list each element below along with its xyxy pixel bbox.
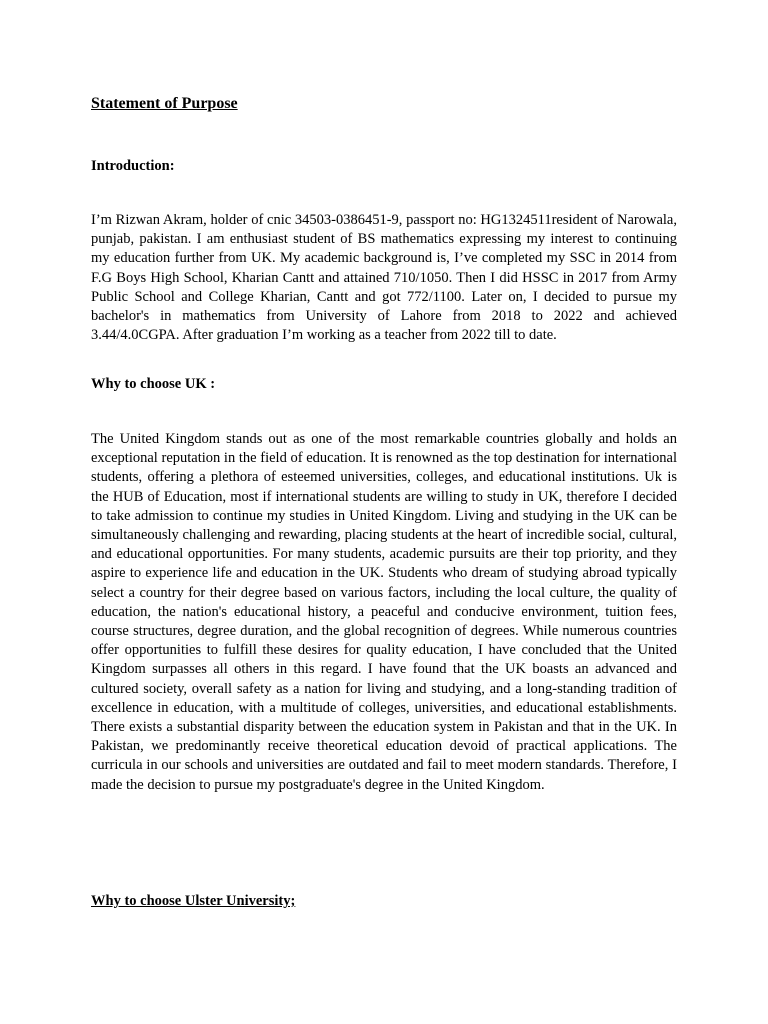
section-heading-why-uk: Why to choose UK : bbox=[91, 376, 216, 392]
section-body-why-uk: The United Kingdom stands out as one of the most remarkable countries globally and holds an exceptional reputation in the field of education. It is renowned as the top destination for international students, offering a plethora of esteemed universities, colleges, and educational institutions. Uk is the HUB of Education, most if international students are willing to study in UK, therefore I decided to take admission to continue my studies in United Kingdom. Living and studying in the UK can be simultaneously challenging and rewarding, placing students at the heart of incredible social, cultural, and educational opportunities. For many students, academic pursuits are their top priority, and they aspire to experience life and education in the UK. Students who dream of studying abroad typically select a country for their degree based on various factors, including the local culture, the quality of education, the nation's educational history, a peaceful and conducive environment, tuition fees, course structures, degree duration, and the global recognition of degrees. While numerous countries offer opportunities to fulfill these desires for quality education, I have concluded that the United Kingdom surpasses all others in this regard. I have found that the UK boasts an advanced and cultured society, overall safety as a nation for living and studying, and a long-standing tradition of excellence in education, with a multitude of colleges, universities, and educational establishments. There exists a substantial disparity between the education system in Pakistan and that in the UK. In Pakistan, we predominantly receive theoretical education devoid of practical applications. The curricula in our schools and universities are outdated and fail to meet modern standards. Therefore, I made the decision to pursue my postgraduate's degree in the United Kingdom. bbox=[91, 431, 677, 793]
section-heading-introduction: Introduction: bbox=[91, 158, 175, 174]
section-body-introduction: I’m Rizwan Akram, holder of cnic 34503-0386451-9, passport no: HG1324511resident of Narowala, punjab, pakistan. I am enthusiast student of BS mathematics expressing my interest to continuing my education further from UK. My academic background is, I’ve completed my SSC in 2014 from F.G Boys High School, Kharian Cantt and attained 710/1050. Then I did HSSC in 2017 from Army Public School and College Kharian, Cantt and got 772/1100. Later on, I decided to pursue my bachelor's in mathematics from University of Lahore from 2018 to 2022 and achieved 3.44/4.0CGPA. After graduation I’m working as a teacher from 2022 till to date. bbox=[91, 212, 677, 344]
document-title: Statement of Purpose bbox=[91, 95, 238, 112]
section-heading-why-ulster: Why to choose Ulster University; bbox=[91, 893, 296, 909]
